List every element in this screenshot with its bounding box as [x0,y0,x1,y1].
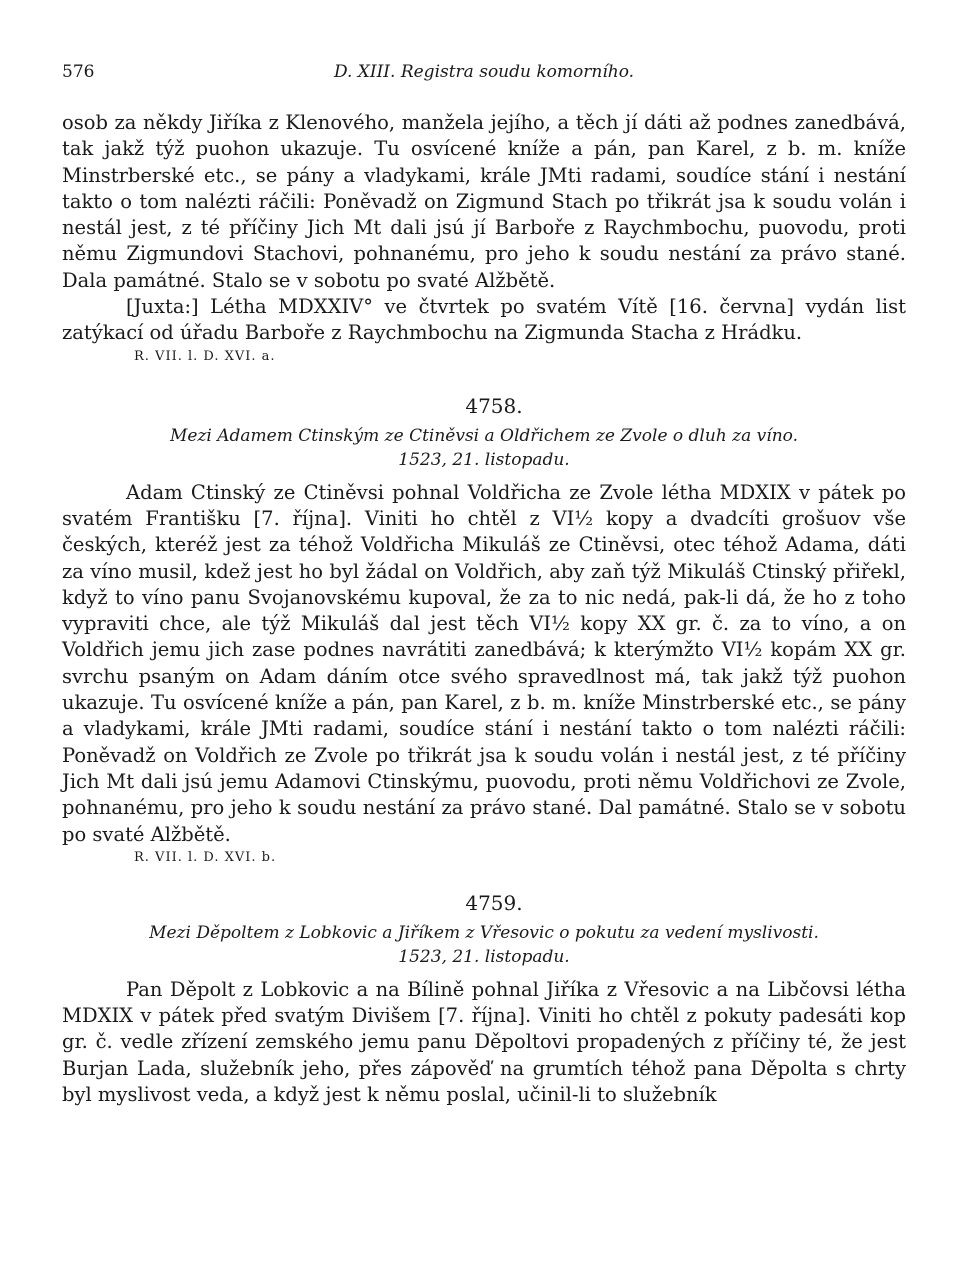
document-page [62,62,906,1108]
entry-4758 [62,394,906,865]
entry-title: Mezi Adamem Ctinským ze Ctiněvsi a Oldřichem ze Zvole o dluh za víno. [170,425,798,446]
page-number: 576 [62,62,95,82]
archive-reference: R. VII. l. D. XVI. a. [134,348,276,364]
entry-number: 4759. [465,890,523,915]
entry-title: Mezi Děpoltem z Lobkovic a Jiříkem z Vřesovic o pokutu za vedení myslivosti. [149,922,819,943]
entry-number: 4758. [465,393,523,418]
entry-text: Pan Děpolt z Lobkovic a na Bílině pohnal Jiříka z Vřesovic a na Libčovsi létha MDXIX v pátek před svatým Divišem [7. října]. Viniti ho chtěl z pokuty padesáti kop gr. č. vedle zřízení zemského jemu panu Děpoltovi propadených z příčiny té, že jest Burjan Lada, služebník jeho, přes zápověď na grumtích téhož pana Děpolta s chrty byl myslivost veda, a když jest k němu poslal, učinil-li to služebník [62,977,906,1107]
carryover-paragraph: osob za někdy Jiříka z Klenového, manžela jejího, a těch jí dáti až podnes zanedbává, tak jakž týž puohon ukazuje. Tu osvícené kníže a pán, pan Karel, z b. m. kníže Minstrberské etc., se pány a vladykami, krále JMti radami, soudíce stání i nestání takto o tom nalézti ráčili: Poněvadž on Zigmund Stach po třikrát jsa k soudu volán i nestál jest, z té příčiny Jich Mt dali jsú jí Barboře z Raychmbochu, puovodu, proti němu Zigmundovi Stachovi, pohnanému, pro jeho k soudu nestání za právo stané. Dala památné. Stalo se v sobotu po svaté Alžbětě. [62,111,906,292]
page-header [62,62,906,88]
entry-date: 1523, 21. listopadu. [398,449,570,470]
entry-text: Adam Ctinský ze Ctiněvsi pohnal Voldřicha ze Zvole létha MDXIX v pátek po svatém Františku [7. října]. Viniti ho chtěl z VI½ kopy a dvadcíti grošuov vše českých, kteréž jest za téhož Voldřicha Mikuláš ze Ctiněvsi, otec téhož Adama, dáti za víno musil, kdež jest ho byl žádal on Voldřich, aby zaň týž Mikuláš Ctinský přiřekl, když to víno panu Svojanovskému kupoval, že za to nic nedá, pak-li dá, že ho z toho vypraviti chce, ale týž Mikuláš dal jest těch VI½ kopy XX gr. č. za to víno, a on Voldřich jemu jich zase podnes navrátiti zanedbává; k kterýmžto VI½ kopám XX gr. svrchu psaným on Adam dáním otce svého spravedlnost má, tak jakž týž puohon ukazuje. Tu osvícené kníže a pán, pan Karel, z b. m. kníže Minstrberské etc., se pány a vladykami, krále JMti radami, soudíce stání i nestání takto o tom nalézti ráčili: Poněvadž on Voldřich ze Zvole po třikrát jsa k soudu volán i nestál jest, z té příčiny Jich Mt dali jsú jemu Adamovi Ctinskýmu, puovodu, proti němu Voldřichovi ze Zvole, pohnanému, pro jeho k soudu nestání za právo stané. Dal památné. Stalo se v sobotu po svaté Alžbětě. [62,480,906,846]
entry-date: 1523, 21. listopadu. [398,946,570,967]
running-title: D. XIII. Registra soudu komorního. [333,62,635,82]
juxta-note: [Juxta:] Létha MDXXIV° ve čtvrtek po svatém Vítě [16. června] vydán list zatýkací od úřadu Barboře z Raychmbochu na Zigmunda Stacha z Hrádku. [62,295,906,345]
archive-reference: R. VII. l. D. XVI. b. [134,849,277,865]
entry-4759 [62,891,906,1108]
